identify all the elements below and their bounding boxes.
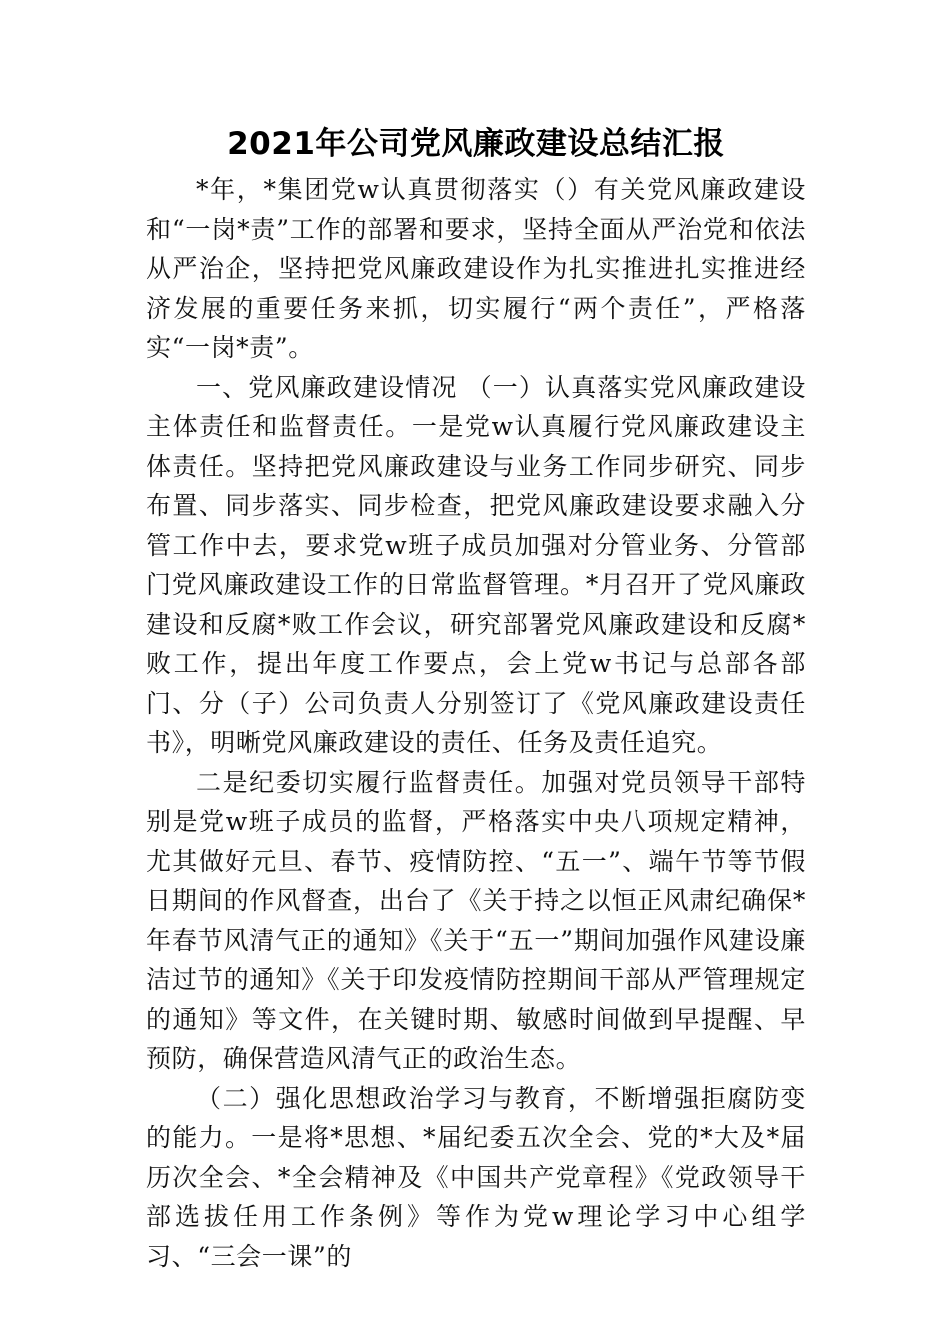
paragraph-political-study: （二）强化思想政治学习与教育，不断增强拒腐防变的能力。一是将*思想、*届纪委五次全会、党的*大及*届历次全会、*全会精神及《中国共产党章程》《党政领导干部选拔任用工作条例》等作为党w理论学习中心组学习、“三会一课”的 <box>146 1083 806 1271</box>
paragraph-discipline-supervision: 二是纪委切实履行监督责任。加强对党员领导干部特别是党w班子成员的监督，严格落实中央八项规定精神，尤其做好元旦、春节、疫情防控、“五一”、端午节等节假日期间的作风督查，出台了《关于持之以恒正风肃纪确保*年春节风清气正的通知》《关于“五一”期间加强作风建设廉洁过节的通知》《关于印发疫情防控期间干部从严管理规定的通知》等文件，在关键时期、敏感时间做到早提醒、早预防，确保营造风清气正的政治生态。 <box>146 767 806 1073</box>
document-page <box>146 118 806 1276</box>
paragraph-section-one: 一、党风廉政建设情况 （一）认真落实党风廉政建设主体责任和监督责任。一是党w认真履行党风廉政建设主体责任。坚持把党风廉政建设与业务工作同步研究、同步布置、同步落实、同步检查，把党风廉政建设要求融入分管工作中去，要求党w班子成员加强对分管业务、分管部门党风廉政建设工作的日常监督管理。*月召开了党风廉政建设和反腐*败工作会议，研究部署党风廉政建设和反腐*败工作，提出年度工作要点，会上党w书记与总部各部门、分（子）公司负责人分别签订了《党风廉政建设责任书》，明晰党风廉政建设的责任、任务及责任追究。 <box>146 372 806 757</box>
paragraph-intro: *年，*集团党w认真贯彻落实（）有关党风廉政建设和“一岗*责”工作的部署和要求，坚持全面从严治党和依法从严治企，坚持把党风廉政建设作为扎实推进扎实推进经济发展的重要任务来抓，切实履行“两个责任”，严格落实“一岗*责”。 <box>146 175 806 362</box>
document-title: 2021年公司党风廉政建设总结汇报 <box>227 126 725 162</box>
